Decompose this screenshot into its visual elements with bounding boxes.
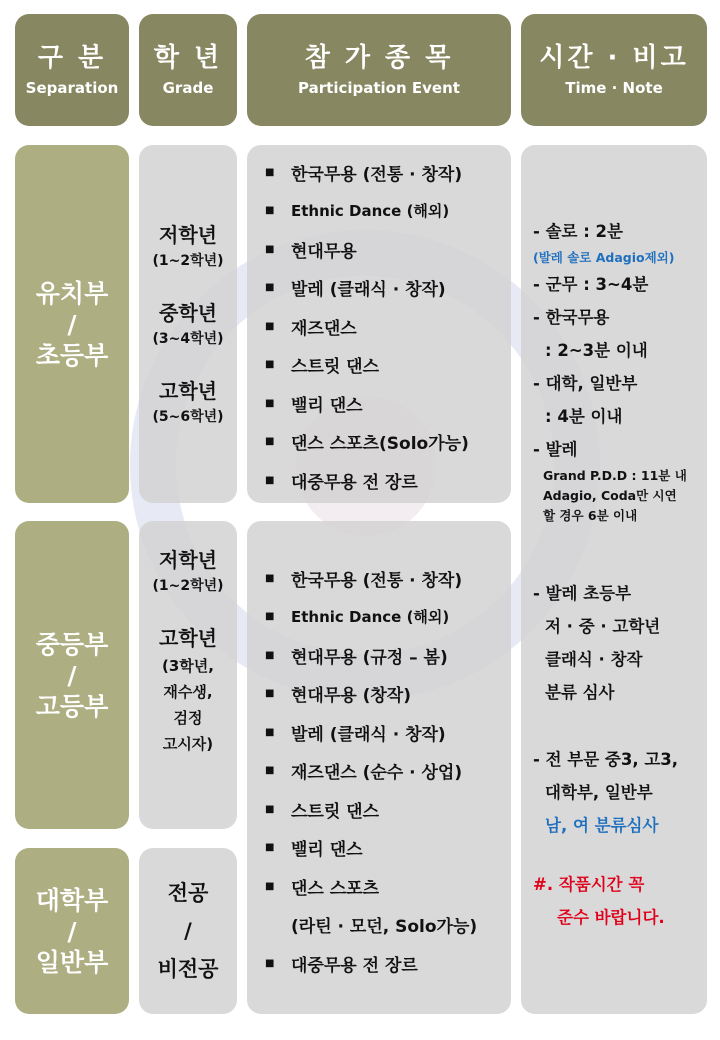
event-item: ■ 댄스 스포츠	[265, 878, 380, 899]
division-line: /	[67, 916, 77, 946]
note-ballet-elem-line: 분류 심사	[545, 683, 615, 702]
division-line: 고등부	[35, 691, 109, 721]
grade-nonmajor: 비전공	[157, 957, 219, 981]
header-grade-en: Grade	[162, 79, 214, 97]
grade-sub: (5~6학년)	[152, 409, 224, 425]
event-item: ■ 스트릿 댄스	[265, 357, 380, 378]
event-item: ■ 발레 (클래식 · 창작)	[265, 280, 446, 301]
event-item: ■ 한국무용 (전통 · 창작)	[265, 570, 463, 591]
note-ballet-elem-line: 저 · 중 · 고학년	[545, 617, 661, 636]
grade-name: 중학년	[159, 301, 217, 325]
note-korean-time: : 2~3분 이내	[545, 341, 648, 360]
grade-university	[139, 848, 237, 1014]
header-grade-ko: 학 년	[153, 43, 223, 73]
notes-rest	[521, 577, 707, 934]
grade-major: 전공	[167, 881, 209, 905]
note-ballet-elem: - 발레 초등부	[533, 584, 632, 603]
header-time	[521, 14, 707, 126]
grade-sub: (3~4학년)	[152, 331, 224, 347]
header-grade	[139, 14, 237, 126]
division-line: 유치부	[35, 278, 109, 308]
event-item: ■ 재즈댄스	[265, 318, 357, 339]
note-ballet-elem-line: 클래식 · 창작	[545, 650, 643, 669]
header-event-en: Participation Event	[298, 79, 460, 97]
division-line: 초등부	[35, 340, 109, 370]
division-line: 일반부	[35, 947, 109, 977]
note-ballet: - 발레	[533, 440, 578, 459]
note-solo: - 솔로 : 2분	[533, 222, 623, 241]
header-division-ko: 구 분	[37, 43, 107, 73]
event-item: ■ 스트릿 댄스	[265, 801, 380, 822]
event-item: ■ 밸리 댄스	[265, 840, 363, 861]
header-event	[247, 14, 511, 126]
header-division	[15, 14, 129, 126]
notes-panel	[521, 145, 707, 1014]
division-line: /	[67, 309, 77, 339]
division-elementary	[15, 145, 129, 503]
note-solo-exception: (발레 솔로 Adagio제외)	[533, 250, 675, 265]
grade-sub: 검정	[173, 709, 203, 727]
event-item: ■ Ethnic Dance (해외)	[265, 608, 450, 627]
header-time-en: Time · Note	[565, 79, 663, 97]
header-event-ko: 참 가 종 목	[304, 43, 454, 73]
event-item: ■ 밸리 댄스	[265, 395, 363, 416]
grade-name: 고학년	[159, 379, 217, 403]
grade-name: 고학년	[159, 626, 217, 650]
grade-sub: (1~2학년)	[152, 578, 224, 594]
note-univ-time: : 4분 이내	[545, 407, 623, 426]
event-item: ■ 댄스 스포츠(Solo가능)	[265, 434, 469, 455]
grade-slash: /	[184, 919, 192, 943]
note-ballet-detail: 할 경우 6분 이내	[543, 508, 638, 523]
event-item: ■ 현대무용 (창작)	[265, 686, 411, 707]
note-ballet-detail: Adagio, Coda만 시연	[543, 488, 677, 503]
note-gender: 남, 여 분류심사	[545, 816, 659, 835]
grade-middle-high	[139, 521, 237, 829]
events-middle-univ	[247, 521, 511, 1014]
note-ballet-detail: Grand P.D.D : 11분 내	[543, 468, 687, 483]
grade-sub: (1~2학년)	[152, 253, 224, 269]
event-item: ■ 재즈댄스 (순수 · 상업)	[265, 763, 463, 784]
note-warning-line: 준수 바랍니다.	[557, 908, 665, 927]
grade-name: 저학년	[159, 223, 217, 247]
header-division-en: Separation	[25, 79, 119, 97]
event-item: ■ 현대무용	[265, 241, 357, 262]
grade-sub: (3학년,	[162, 657, 214, 675]
event-item: ■ 대중무용 전 장르	[265, 955, 418, 976]
note-univ: - 대학, 일반부	[533, 374, 638, 393]
note-all-div-line: 대학부, 일반부	[545, 783, 653, 802]
event-item-continuation: (라틴 · 모던, Solo가능)	[291, 917, 478, 938]
event-item: ■ 대중무용 전 장르	[265, 472, 418, 493]
grade-sub: 고시자)	[162, 735, 214, 753]
division-line: /	[67, 660, 77, 690]
notes-elementary	[521, 215, 707, 526]
note-all-div: - 전 부문 중3, 고3,	[533, 750, 679, 769]
division-line: 중등부	[35, 629, 109, 659]
header-time-ko: 시간 · 비고	[539, 43, 689, 73]
event-item: ■ 발레 (클래식 · 창작)	[265, 724, 446, 745]
grade-sub: 재수생,	[163, 683, 213, 701]
division-university	[15, 848, 129, 1014]
division-line: 대학부	[35, 885, 109, 915]
events-elementary	[247, 145, 511, 503]
note-group: - 군무 : 3~4분	[533, 275, 649, 294]
event-item: ■ Ethnic Dance (해외)	[265, 202, 450, 221]
note-warning: #. 작품시간 꼭	[533, 875, 645, 894]
note-korean: - 한국무용	[533, 308, 610, 327]
division-middle-high	[15, 521, 129, 829]
grade-name: 저학년	[159, 548, 217, 572]
event-item: ■ 한국무용 (전통 · 창작)	[265, 164, 463, 185]
grade-elementary	[139, 145, 237, 503]
event-item: ■ 현대무용 (규정 – 봄)	[265, 647, 448, 668]
